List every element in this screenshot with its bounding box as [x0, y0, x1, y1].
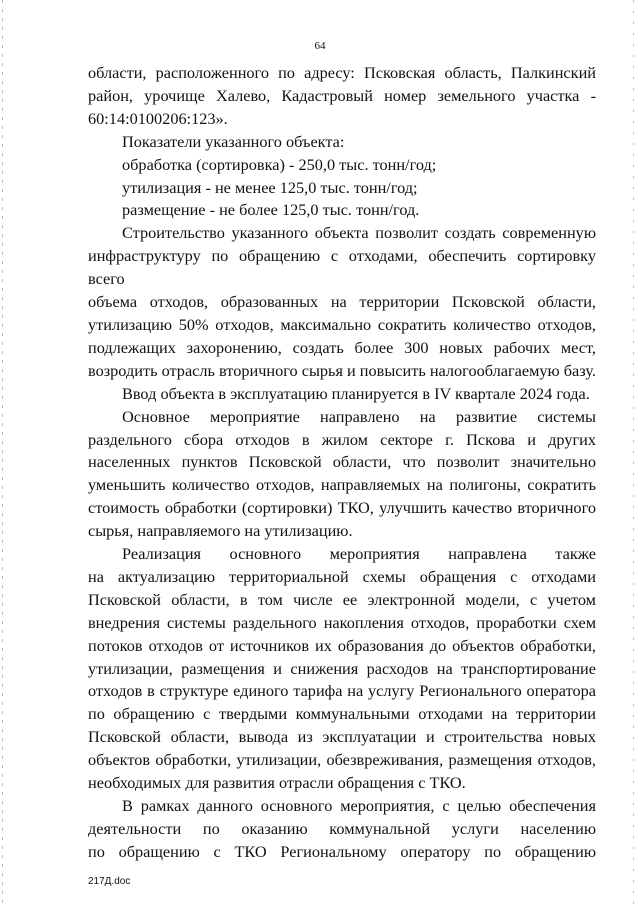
text-line: уменьшить количество отходов, направляемых на полигоны, сократить: [88, 475, 596, 495]
text-line: необходимых для развития отрасли обращения с ТКО.: [88, 773, 466, 793]
paragraph-separate-collection: [88, 406, 596, 543]
text-line: утилизации, размещения и снижения расходов на транспортирование: [88, 658, 596, 678]
indicator-processing: обработка (сортировка) - 250,0 тыс. тонн/год;: [122, 154, 437, 174]
text-line: Ввод объекта в эксплуатацию планируется в IV квартале 2024 года.: [122, 383, 590, 403]
text-line: раздельного сбора отходов в жилом секторе г. Пскова и других: [88, 429, 596, 449]
text-line: Псковской области, вывода из эксплуатации и строительства новых: [88, 727, 596, 747]
text-line: объема отходов, образованных на территории Псковской области,: [88, 292, 596, 312]
document-filename: 217Д.doc: [88, 876, 131, 887]
document-body: [88, 62, 596, 864]
scan-edge-left: [2, 0, 3, 905]
text-line: потоков отходов от источников их образования до объектов обработки,: [88, 635, 596, 655]
text-line: отходов в структуре единого тарифа на услугу Регионального оператора: [88, 681, 596, 701]
text-line: стоимость обработки (сортировки) ТКО, улучшить качество вторичного: [88, 498, 596, 518]
paragraph-object-address: [88, 62, 596, 131]
text-line: по обращению с ТКО Региональному оператору по обращению: [88, 841, 596, 861]
paragraph-construction: [88, 222, 596, 382]
paragraph-regional-operator: [88, 795, 596, 864]
text-line: объектов обработки, утилизации, обезвреживания, размещения отходов,: [88, 750, 596, 770]
text-line: на актуализацию территориальной схемы обращения с отходами: [88, 566, 596, 586]
paragraph-territorial-scheme: [88, 543, 596, 795]
indicator-utilization: утилизация - не менее 125,0 тыс. тонн/год;: [122, 177, 418, 197]
text-line: Реализация основного мероприятия направлена также: [122, 544, 596, 564]
text-line: Строительство указанного объекта позволит создать современную: [122, 223, 596, 243]
text-line: инфраструктуру по обращению с отходами, обеспечить сортировку всего: [88, 246, 596, 289]
text-line: внедрения системы раздельного накопления отходов, проработки схем: [88, 612, 596, 632]
text-line: район, урочище Халево, Кадастровый номер земельного участка -: [88, 85, 596, 105]
text-line: утилизацию 50% отходов, максимально сократить количество отходов,: [88, 314, 596, 334]
text-line: В рамках данного основного мероприятия, с целью обеспечения: [122, 796, 596, 815]
text-line: 60:14:0100206:123».: [88, 108, 228, 128]
paragraph-indicators: [88, 131, 596, 223]
text-line: Основное мероприятие направлено на развитие системы: [122, 406, 596, 426]
text-line: Показатели указанного объекта:: [122, 131, 345, 151]
text-line: сырья, направляемого на утилизацию.: [88, 521, 353, 541]
text-line: Псковской области, в том числе ее электронной модели, с учетом: [88, 589, 596, 609]
scan-edge-right: [633, 0, 634, 905]
text-line: возродить отрасль вторичного сырья и повысить налогооблагаемую базу.: [88, 360, 596, 380]
text-line: области, расположенного по адресу: Псковская область, Палкинский: [88, 63, 596, 82]
text-line: населенных пунктов Псковской области, что позволит значительно: [88, 452, 596, 472]
text-line: по обращению с твердыми коммунальными отходами на территории: [88, 704, 596, 724]
page-number: 64: [314, 40, 326, 52]
paragraph-commissioning: [88, 383, 596, 406]
text-line: деятельности по оказанию коммунальной услуги населению: [88, 818, 596, 838]
indicator-disposal: размещение - не более 125,0 тыс. тонн/год.: [122, 200, 420, 220]
text-line: подлежащих захоронению, создать более 300 новых рабочих мест,: [88, 337, 596, 357]
